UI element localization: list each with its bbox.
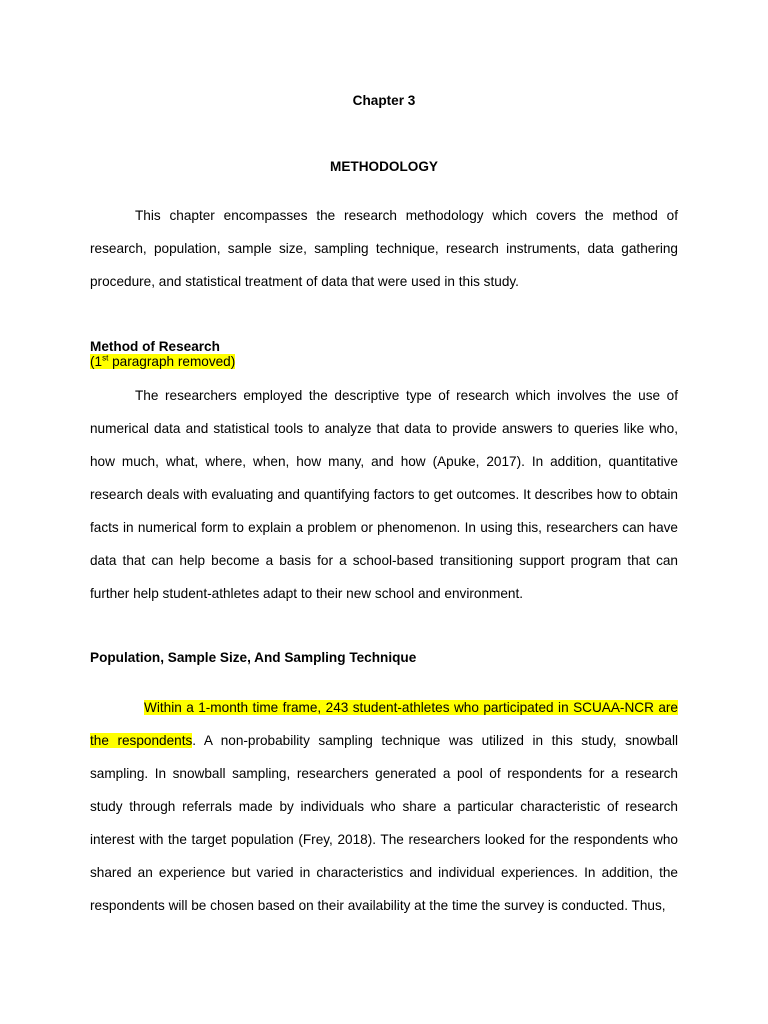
page-title: METHODOLOGY [330,159,438,174]
note-rest: paragraph removed) [108,354,236,369]
population-paragraph [90,691,678,922]
removed-paragraph-note [90,354,235,369]
highlighted-note [90,354,235,369]
note-superscript: st [102,353,109,363]
highlighted-text: Within a 1-month time frame, 243 student-athletes who participated in SCUAA-NCR are the respondents [90,700,678,748]
method-paragraph: The researchers employed the descriptive type of research which involves the use of numerical data and statistical tools to analyze that data to provide answers to queries like who, how much, what, where, when, how many, and how (Apuke, 2017). In addition, quantitative research deals with evaluating and quantifying factors to get outcomes. It describes how to obtain facts in numerical form to explain a problem or phenomenon. In using this, researchers can have data that can help become a basis for a school-based transitioning support program that can further help student-athletes adapt to their new school and environment. [90,388,678,601]
note-open: (1 [90,354,103,369]
chapter-label: Chapter 3 [352,93,416,108]
population-heading: Population, Sample Size, And Sampling Technique [90,650,417,665]
method-of-research-heading: Method of Research [90,339,220,354]
population-paragraph-rest: . A non-probability sampling technique was utilized in this study, snowball sampling. In snowball sampling, researchers generated a pool of respondents for a research study through referrals made by individuals who share a particular characteristic of research interest with the target population (Frey, 2018). The researchers looked for the respondents who shared an experience but varied in characteristics and individual experiences. In addition, the respondents will be chosen based on their availability at the time the survey is conducted. Thus, [90,733,678,913]
intro-paragraph: This chapter encompasses the research methodology which covers the method of research, population, sample size, sampling technique, research instruments, data gathering procedure, and statistical treatment of data that were used in this study. [90,208,678,289]
